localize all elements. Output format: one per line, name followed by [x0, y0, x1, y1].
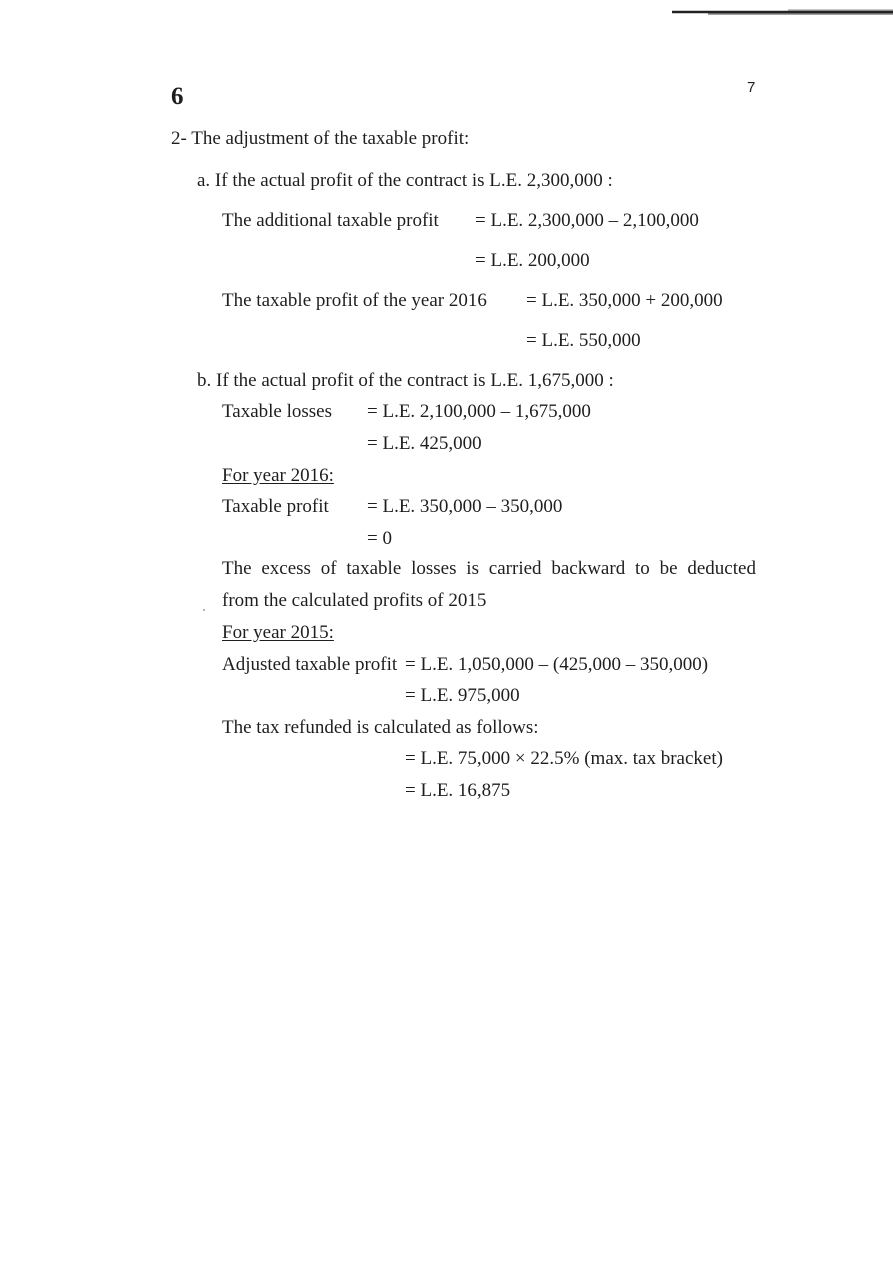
adjusted-profit-result: = L.E. 975,000	[405, 685, 520, 706]
excess-losses-line-1	[222, 559, 756, 578]
excess-word: deducted	[687, 558, 756, 579]
scan-speck	[203, 609, 205, 611]
excess-losses-line-2: from the calculated profits of 2015	[222, 590, 487, 611]
part-b-intro: b. If the actual profit of the contract is L.E. 1,675,000 :	[197, 370, 614, 391]
year-2015-heading: For year 2015:	[222, 622, 334, 643]
year-2016-profit-calc: = L.E. 350,000 + 200,000	[526, 290, 723, 311]
excess-word: of	[320, 558, 337, 579]
additional-profit-result: = L.E. 200,000	[475, 250, 590, 271]
additional-profit-label: The additional taxable profit	[222, 210, 439, 231]
year-2016-profit-result: = L.E. 550,000	[526, 330, 641, 351]
tax-refund-intro: The tax refunded is calculated as follows:	[222, 717, 539, 738]
tax-refund-result: = L.E. 16,875	[405, 780, 511, 801]
excess-word: carried	[488, 558, 542, 579]
section-heading: 2- The adjustment of the taxable profit:	[171, 128, 470, 149]
taxable-profit-result: = 0	[367, 528, 392, 549]
adjusted-profit-label: Adjusted taxable profit	[222, 654, 398, 675]
excess-word: to	[635, 558, 650, 579]
year-2016-heading: For year 2016:	[222, 465, 334, 486]
taxable-profit-calc: = L.E. 350,000 – 350,000	[367, 496, 563, 517]
taxable-losses-label: Taxable losses	[222, 401, 333, 422]
page-number-left: 6	[171, 83, 184, 110]
page-number-right: 7	[747, 79, 756, 96]
excess-word: is	[466, 558, 479, 579]
taxable-profit-label: Taxable profit	[222, 496, 329, 517]
scan-edge-mark	[668, 8, 893, 18]
excess-word: taxable	[346, 558, 402, 579]
taxable-losses-result: = L.E. 425,000	[367, 433, 482, 454]
tax-refund-calc: = L.E. 75,000 × 22.5% (max. tax bracket)	[405, 748, 723, 769]
excess-word: backward	[551, 558, 626, 579]
taxable-losses-calc: = L.E. 2,100,000 – 1,675,000	[367, 401, 591, 422]
part-a-intro: a. If the actual profit of the contract is L.E. 2,300,000 :	[197, 170, 613, 191]
additional-profit-calc: = L.E. 2,300,000 – 2,100,000	[475, 210, 699, 231]
adjusted-profit-calc: = L.E. 1,050,000 – (425,000 – 350,000)	[405, 654, 709, 675]
excess-word: be	[659, 558, 678, 579]
year-2016-profit-label: The taxable profit of the year 2016	[222, 290, 487, 311]
excess-word: losses	[411, 558, 457, 579]
excess-word: The	[222, 558, 252, 579]
excess-word: excess	[261, 558, 311, 579]
